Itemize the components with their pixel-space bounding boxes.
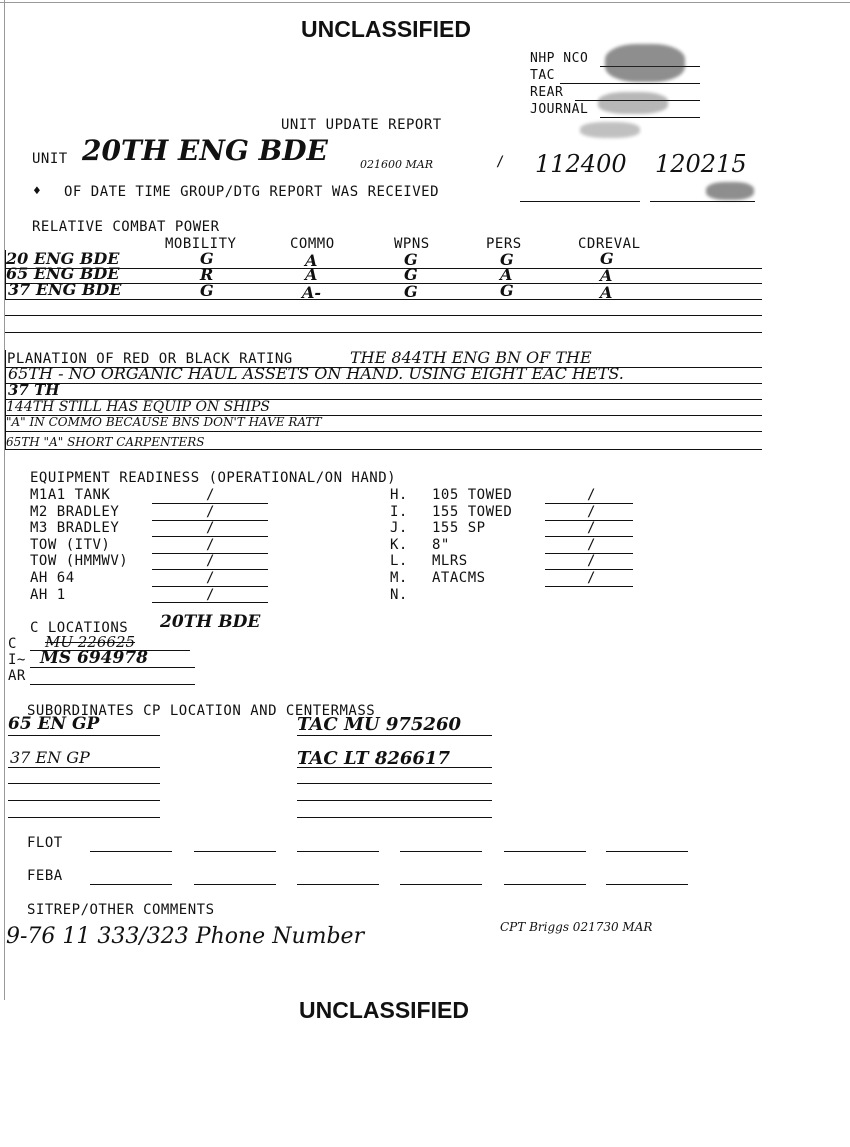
flot-line	[504, 851, 586, 852]
dtg-small-note: 021600 MAR	[360, 158, 433, 171]
equipment-slash: /	[587, 520, 596, 537]
dtg-received-label: OF DATE TIME GROUP/DTG REPORT WAS RECEIVED	[64, 184, 440, 200]
equipment-letter: L.	[390, 553, 408, 570]
cp-cell: A	[305, 251, 318, 270]
combat-power-heading: RELATIVE COMBAT POWER	[32, 219, 220, 235]
explanation-left-border	[5, 350, 6, 450]
top-edge	[0, 2, 850, 3]
equipment-item: TOW (HMMWV)	[30, 553, 129, 570]
location-value: MS 694978	[40, 648, 148, 668]
locations-unit: 20TH BDE	[160, 612, 261, 632]
explanation-label: PLANATION OF RED OR BLACK RATING	[7, 351, 293, 367]
cp-cell: A	[500, 265, 513, 284]
cp-cell: A	[600, 266, 613, 285]
cp-cell: G	[500, 250, 514, 269]
equipment-right-fields	[545, 487, 633, 587]
equipment-slash: /	[206, 569, 215, 586]
equipment-slash: /	[587, 487, 596, 503]
flot-label: FLOT	[27, 835, 63, 851]
equipment-slash: /	[206, 536, 215, 553]
col-commo: COMMO	[290, 236, 335, 252]
cp-left-border	[5, 250, 6, 300]
cp-cell: G	[600, 249, 614, 268]
dtg-marker: ♦	[33, 184, 42, 199]
equipment-right-list	[432, 487, 512, 587]
equipment-item: MLRS	[432, 553, 468, 570]
equipment-letter: H.	[390, 487, 408, 503]
equipment-slash: /	[206, 553, 215, 570]
stamp-smudge	[580, 122, 640, 138]
unit-label: UNIT	[32, 151, 68, 167]
stamp-smudge	[706, 182, 754, 200]
flot-line	[90, 851, 172, 852]
cp-cell: G	[200, 281, 214, 300]
explanation-line: 37 TH	[8, 381, 60, 399]
subordinate-unit: 65 EN GP	[8, 714, 100, 734]
explanation-line: "A" IN COMMO BECAUSE BNS DON'T HAVE RATT	[6, 415, 322, 429]
equipment-slash: /	[587, 569, 596, 586]
classification-bottom: UNCLASSIFIED	[299, 997, 469, 1023]
subordinates-heading: SUBORDINATES CP LOCATION AND CENTERMASS	[27, 703, 376, 719]
equipment-right-letters	[390, 487, 408, 603]
equipment-letter: N.	[390, 586, 408, 603]
cp-cell: G	[200, 249, 214, 268]
explanation-line: 65TH "A" SHORT CARPENTERS	[6, 435, 205, 449]
equipment-item: M1A1 TANK	[30, 487, 111, 503]
subordinate-line	[297, 800, 492, 801]
feba-line	[90, 884, 172, 885]
subordinate-line	[8, 783, 160, 784]
cp-row-unit: 20 ENG BDE	[6, 249, 120, 268]
equipment-item: 105 TOWED	[432, 487, 513, 503]
cp-cell: G	[500, 281, 514, 300]
equipment-heading: EQUIPMENT READINESS (OPERATIONAL/ON HAND)	[30, 470, 397, 486]
subordinate-line	[297, 783, 492, 784]
explanation-line: 144TH STILL HAS EQUIP ON SHIPS	[6, 399, 270, 415]
location-line	[30, 667, 195, 668]
stamp-smudge	[598, 92, 668, 114]
equipment-letter: M.	[390, 569, 408, 586]
report-title: UNIT UPDATE REPORT	[281, 117, 442, 133]
equipment-item: 8"	[432, 536, 450, 553]
explanation-rule	[5, 449, 762, 450]
location-value: MU 226625	[45, 633, 136, 651]
equipment-item: 155 TOWED	[432, 503, 513, 520]
cp-cell: R	[200, 265, 214, 284]
subordinate-line	[8, 767, 160, 768]
dtg-slash: /	[496, 154, 505, 170]
equipment-slash: /	[587, 553, 596, 570]
subordinate-line	[297, 767, 492, 768]
dist-line	[600, 117, 700, 118]
location-prefix: C	[8, 636, 17, 652]
subordinate-line	[8, 817, 160, 818]
distribution-item: NHP NCO	[530, 51, 589, 66]
page-edge	[4, 0, 5, 1000]
subordinate-location: TAC LT 826617	[297, 748, 450, 769]
location-prefix: I~	[8, 652, 26, 668]
dist-line	[560, 83, 700, 84]
feba-line	[297, 884, 379, 885]
unit-value: 20TH ENG BDE	[82, 134, 328, 167]
distribution-item: REAR	[530, 85, 564, 100]
subordinate-unit: 37 EN GP	[10, 748, 90, 767]
col-wpns: WPNS	[394, 236, 430, 252]
cp-row-line	[5, 315, 762, 316]
equipment-slash: /	[206, 503, 215, 520]
feba-line	[606, 884, 688, 885]
equipment-slash: /	[206, 520, 215, 537]
sitrep-label: SITREP/OTHER COMMENTS	[27, 902, 215, 918]
col-pers: PERS	[486, 236, 522, 252]
cp-cell: G	[404, 250, 418, 269]
equipment-letter: K.	[390, 536, 408, 553]
classification-top: UNCLASSIFIED	[301, 16, 471, 42]
cp-cell: A	[600, 283, 613, 302]
flot-line	[297, 851, 379, 852]
equipment-slash: /	[206, 586, 215, 603]
subordinate-location: TAC MU 975260	[297, 714, 462, 735]
cp-row-unit: 65 ENG BDE	[6, 264, 120, 283]
feba-line	[504, 884, 586, 885]
cp-row-line	[5, 299, 762, 300]
cp-row-unit: 37 ENG BDE	[8, 280, 122, 299]
cp-cell: G	[404, 282, 418, 301]
subordinate-line	[8, 800, 160, 801]
subordinate-line	[297, 817, 492, 818]
subordinate-line	[297, 735, 492, 736]
dtg-received-line	[520, 201, 640, 202]
flot-line	[194, 851, 276, 852]
sitrep-signature: CPT Briggs 021730 MAR	[500, 920, 653, 934]
equipment-letter: J.	[390, 520, 408, 537]
distribution-item: TAC	[530, 68, 555, 83]
feba-line	[194, 884, 276, 885]
equipment-left-fields	[152, 487, 268, 603]
feba-line	[400, 884, 482, 885]
equipment-item: M2 BRADLEY	[30, 503, 120, 520]
equipment-slash: /	[206, 487, 215, 503]
locations-label: C LOCATIONS	[30, 620, 129, 636]
location-line	[30, 684, 195, 685]
explanation-line: 65TH - NO ORGANIC HAUL ASSETS ON HAND. USING EIGHT EAC HETS.	[8, 364, 624, 383]
distribution-item: JOURNAL	[530, 102, 589, 117]
dtg-value-2: 120215	[655, 150, 747, 178]
cp-row-line	[5, 332, 762, 333]
equipment-item: AH 64	[30, 569, 75, 586]
cp-cell: A	[305, 265, 318, 284]
equipment-slash: /	[587, 536, 596, 553]
distribution-list	[530, 50, 588, 118]
sitrep-phone: 9-76 11 333/323 Phone Number	[6, 924, 365, 949]
explanation-line: THE 844TH ENG BN OF THE	[350, 348, 592, 367]
flot-line	[400, 851, 482, 852]
col-cdreval: CDREVAL	[578, 236, 641, 252]
equipment-slash: /	[587, 503, 596, 520]
explanation-rule	[5, 383, 762, 384]
subordinate-line	[8, 735, 160, 736]
location-prefix: AR	[8, 668, 26, 684]
equipment-item: TOW (ITV)	[30, 536, 111, 553]
flot-line	[606, 851, 688, 852]
equipment-item: M3 BRADLEY	[30, 520, 120, 537]
equipment-item: ATACMS	[432, 569, 486, 586]
equipment-left-list	[30, 487, 128, 603]
feba-label: FEBA	[27, 868, 63, 884]
equipment-item: 155 SP	[432, 520, 486, 537]
cp-cell: G	[404, 265, 418, 284]
stamp-smudge	[605, 44, 685, 82]
cp-cell: A-	[302, 283, 322, 302]
equipment-letter: I.	[390, 503, 408, 520]
dtg-received-line	[650, 201, 755, 202]
explanation-rule	[5, 431, 762, 432]
equipment-item: AH 1	[30, 586, 66, 603]
dtg-value-1: 112400	[535, 150, 627, 178]
col-mobility: MOBILITY	[165, 236, 237, 252]
